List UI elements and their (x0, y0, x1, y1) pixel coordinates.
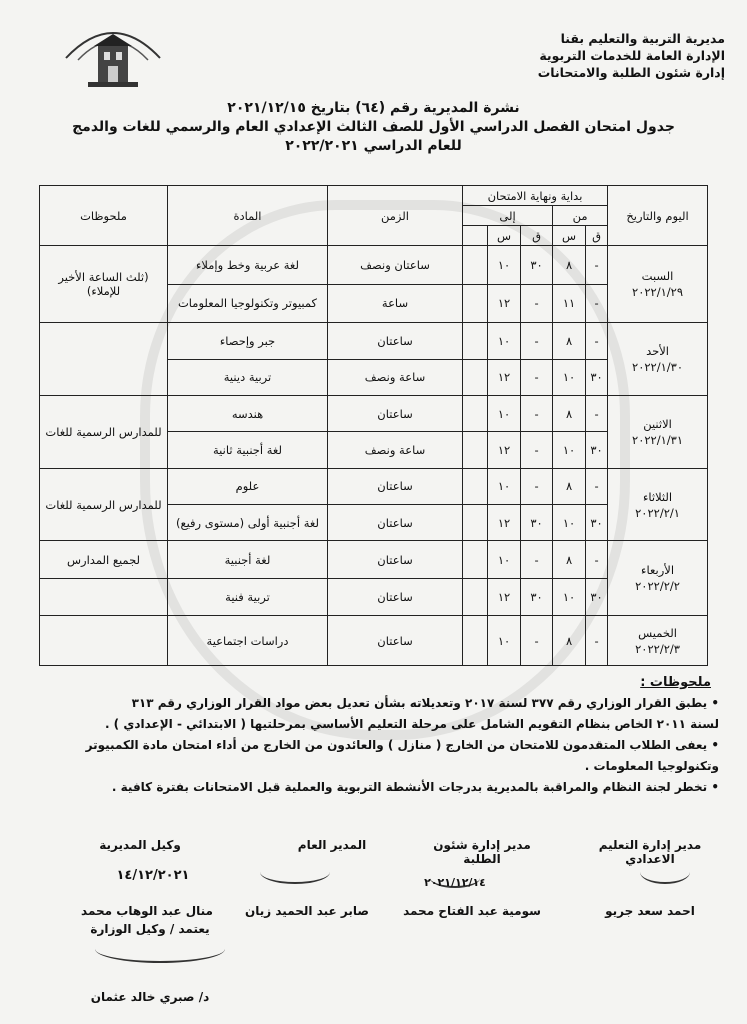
ministry-line: مديرية التربية والتعليم بقنا (560, 31, 725, 46)
table-row: الأربعاء ٢٠٢٢/٢/٢ - ٨ - ١٠ ساعتان لغة أجنبية لجميع المدارس (40, 541, 708, 578)
table-row: ٣٠ ١٠ - ١٢ ساعة ونصف لغة أجنبية ثانية (40, 432, 708, 468)
signer-title: مدير إدارة شئون الطلبة (433, 838, 531, 866)
table-row: الأحد ٢٠٢٢/١/٣٠ - ٨ - ١٠ ساعتان جبر وإحصاء (40, 323, 708, 359)
day-cell: الأحد ٢٠٢٢/١/٣٠ (608, 323, 708, 396)
header-day-date: اليوم والتاريخ (608, 186, 708, 246)
table-row: الخميس ٢٠٢٢/٢/٣ - ٨ - ١٠ ساعتان دراسات اجتماعية (40, 616, 708, 666)
signer-title: مدير إدارة التعليم الاعدادي (598, 838, 702, 866)
signer-name: منال عبد الوهاب محمد (81, 904, 213, 918)
note-item: • يعفى الطلاب المتقدمون للامتحان من الخارج ( منازل ) والعائدون من الخارج من أداء امتحان مادة الكمبيوتر (30, 735, 719, 756)
academic-year: للعام الدراسي ٢٠٢٢/٢٠٢١ (285, 138, 462, 154)
table-row: الثلاثاء ٢٠٢٢/٢/١ - ٨ - ١٠ ساعتان علوم للمدارس الرسمية للغات (40, 468, 708, 504)
header-to-s: س (488, 226, 521, 246)
signer-name: سومية عبد الفتاح محمد (403, 904, 541, 918)
day-cell: الثلاثاء ٢٠٢٢/٢/١ (608, 468, 708, 541)
signature-mark (640, 860, 690, 884)
table-row: ٣٠ ١٠ - ١٢ ساعة ونصف تربية دينية (40, 359, 708, 395)
notes-heading: ملحوظات : (640, 675, 711, 690)
signature-date: ٢٠٢١/١٢/١٤ (424, 876, 486, 889)
header-to-q: ق (521, 226, 553, 246)
signature-date: ١٤/١٢/٢٠٢١ (116, 868, 190, 883)
document-titles (40, 100, 707, 154)
day-cell: الاثنين ٢٠٢٢/١/٣١ (608, 395, 708, 468)
day-cell: الأربعاء ٢٠٢٢/٢/٢ (608, 541, 708, 616)
table-row: ٣٠ ١٠ ٣٠ ١٢ ساعتان تربية فنية (40, 578, 708, 615)
header-duration: الزمن (328, 186, 463, 246)
header-from-q: ق (586, 226, 608, 246)
dept-line: إدارة شئون الطلبة والامتحانات (537, 65, 725, 80)
day-cell: الخميس ٢٠٢٢/٢/٣ (608, 616, 708, 666)
approval-label: يعتمد / وكيل الوزارة (90, 922, 210, 936)
bulletin-number: نشرة المديرية رقم (٦٤) بتاريخ ٢٠٢١/١٢/١٥ (227, 100, 520, 116)
header-from-s: س (553, 226, 586, 246)
signer-title: وكيل المديرية (99, 838, 181, 852)
signature-mark (95, 935, 225, 963)
table-row: الاثنين ٢٠٢٢/١/٣١ - ٨ - ١٠ ساعتان هندسه للمدارس الرسمية للغات (40, 395, 708, 431)
issuing-authority (505, 30, 725, 81)
signer-title: المدير العام (297, 838, 367, 852)
note-item-cont: وتكنولوجيا المعلومات . (584, 759, 719, 773)
header-subject: المادة (168, 186, 328, 246)
admin-line: الإدارة العامة للخدمات التربوية (539, 48, 725, 63)
exam-schedule-table (39, 185, 708, 666)
header-spacer (463, 226, 488, 246)
signature-mark (260, 860, 330, 884)
signer-name: احمد سعد جريو (605, 904, 695, 918)
table-row: السبت ٢٠٢٢/١/٢٩ - ٨ ٣٠ ١٠ ساعتان ونصف لغة عربية وخط وإملاء (ثلث الساعة الأخير للإملاء) (40, 246, 708, 285)
header-start-end: بداية ونهاية الامتحان (463, 186, 608, 206)
header-to: إلى (463, 206, 553, 226)
note-item: • تخطر لجنة النظام والمراقبة بالمديرية بدرجات الأنشطة التربوية والعملية قبل الامتحانات بفترة كافية . (30, 777, 719, 798)
note-item-cont: لسنة ٢٠١١ الخاص بنظام التقويم الشامل على مرحلة التعليم الأساسي بمرحلتيها ( الابتدائي - الإعدادي ) . (104, 717, 719, 731)
table-row: - ١١ - ١٢ ساعة كمبيوتر وتكنولوجيا المعلومات (40, 284, 708, 323)
schedule-title: جدول امتحان الفصل الدراسي الأول للصف الثالث الإعدادي العام والرسمي للغات والدمج (72, 119, 675, 135)
undersecretary-name: د/ صبري خالد عثمان (90, 990, 210, 1004)
notes-section (30, 672, 719, 798)
signer-name: صابر عبد الحميد زيان (245, 904, 369, 918)
directorate-logo (58, 18, 168, 96)
table-row: ٣٠ ١٠ ٣٠ ١٢ ساعتان لغة أجنبية أولى (مستوى رفيع) (40, 505, 708, 541)
note-item: • يطبق القرار الوزاري رقم ٣٧٧ لسنة ٢٠١٧ وتعديلاته بشأن تعديل بعض مواد القرار الوزاري رقم ٣١٣ (30, 693, 719, 714)
day-cell: السبت ٢٠٢٢/١/٢٩ (608, 246, 708, 323)
header-notes: ملحوظات (40, 186, 168, 246)
header-from: من (553, 206, 608, 226)
